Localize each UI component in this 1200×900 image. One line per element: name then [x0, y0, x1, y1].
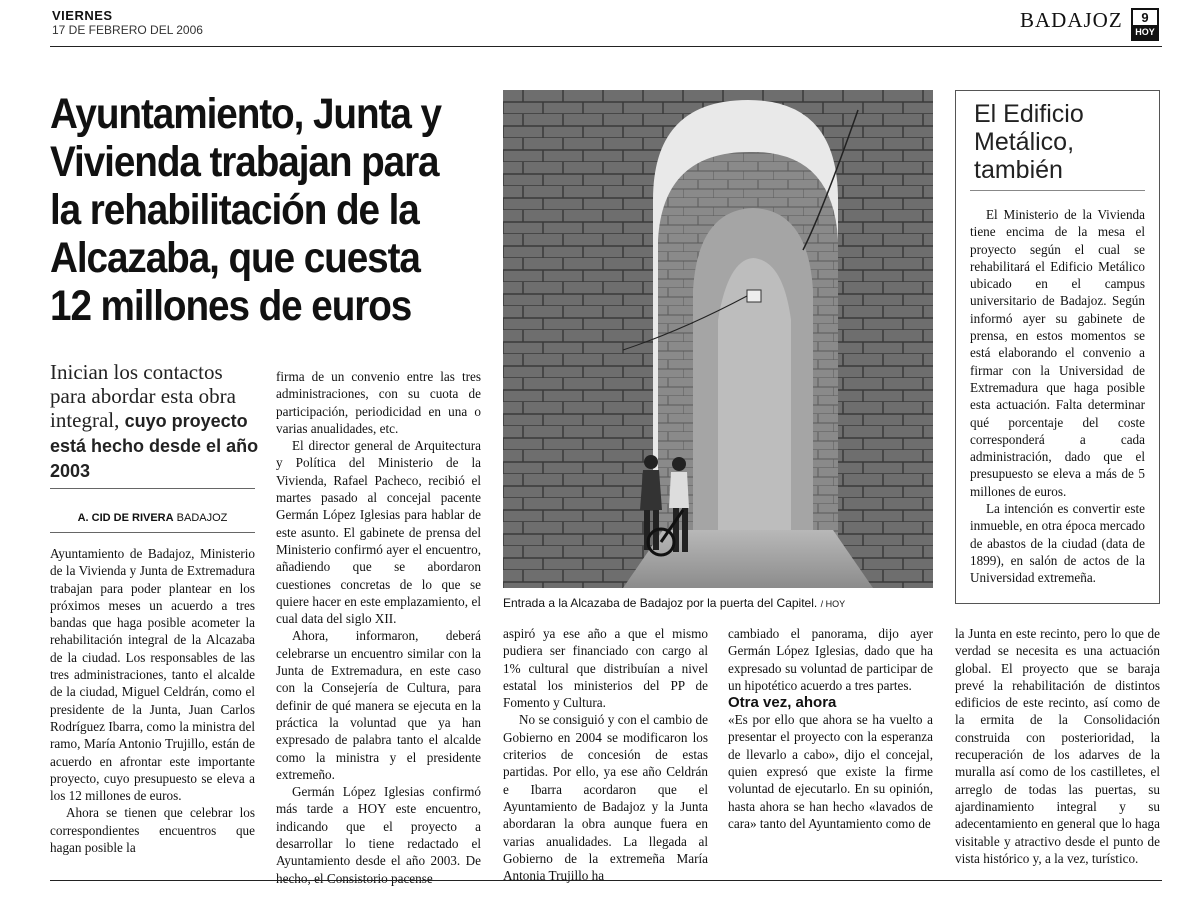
subhead-light: Inician los contactos para abordar esta obra integral,	[50, 360, 236, 432]
article-column-4	[728, 625, 933, 832]
paragraph: firma de un convenio entre las tres administraciones, con su cuota de participación, periodicidad en una o varias anualidades, etc.	[276, 369, 481, 436]
paragraph: Germán López Iglesias confirmó más tarde a HOY este encuentro, indicando que el proyecto a desarrollar lo tiene redactado el Ayuntamiento desde el año 2003. De hecho, el Consistorio pacense	[276, 784, 481, 886]
paragraph: la Junta en este recinto, pero lo que de verdad se necesita es una actuación global. El proyecto que se baraja prevé la rehabilitación de distintos edificios de este recinto, así como de la ermita de la Consolidación construida con posterioridad, la recuperación de los adarves de la muralla así como de los castilletes, el arreglo de todas las puertas, su ajardinamiento integral y su adecentamiento en general que lo haga visitable y atractivo desde el punto de vista histórico y, a la vez, turístico.	[955, 626, 1160, 866]
day-label: VIERNES	[52, 8, 113, 23]
paragraph: cambiado el panorama, dijo ayer Germán López Iglesias, dado que ha expresado su voluntad de participar de un hipotético acuerdo a tres partes.	[728, 626, 933, 693]
paragraph: El director general de Arquitectura y Política del Ministerio de la Vivienda, Rafael Pacheco, recibió el martes pasado al concejal pacente Germán López Iglesias para hablar de este asunto. El gabinete de prensa del Ministerio confirmó ayer el encuentro, añadiendo que se abordaron cuestiones concretas de lo que se quiere hacer en este emplazamiento, el cual data del siglo XII.	[276, 438, 481, 627]
paragraph: La intención es convertir este inmueble, en otra época mercado de abastos de la ciudad (data de 1899), en salón de actos de la Universidad extremeña.	[970, 501, 1145, 586]
article-column-1	[50, 545, 255, 856]
byline-author: A. CID DE RIVERA	[77, 512, 174, 524]
paragraph: El Ministerio de la Vivienda tiene encima de la mesa el proyecto según el cual se rehabilitará el Edificio Metálico ubicado en el campus universitario de Badajoz. Según informó ayer su gabinete de prensa, en estos momentos se está elaborando el convenio a firmar con la Universidad de Extremadura que haga posible esta actuación. Falta determinar qué porcentaje del coste corresponderá a cada administración, dado que el presupuesto se eleva a más de 5 millones de euros.	[970, 207, 1145, 499]
header-divider	[50, 46, 1162, 47]
byline-place: BADAJOZ	[176, 512, 228, 524]
section-subtitle: Otra vez, ahora	[728, 694, 837, 712]
byline-rule-bottom	[50, 532, 255, 533]
article-column-5	[955, 625, 1160, 867]
paragraph: «Es por ello que ahora se ha vuelto a presentar el proyecto con la esperanza de llevarlo a cabo», dijo el concejal, quien expresó que existe la firme voluntad de ejecutarlo. En su opinión, hasta ahora se han hecho «lavados de cara» tanto del Ayuntamiento como de	[728, 712, 933, 831]
paragraph: No se consiguió y con el cambio de Gobierno en 2004 se modificaron los criterios de concesión de estas partidas. Por ello, ya ese año Celdrán e Ibarra acordaron que el Ayuntamiento de Badajoz y la Junta abordaran la obra aunque fuera en varias anualidades. La llegada al Gobierno de la extremeña María Antonia Trujillo ha	[503, 712, 708, 884]
paragraph: Ahora, informaron, deberá celebrarse un encuentro similar con la Junta de Extremadura, en este caso con la Consejería de Cultura, para definir de qué manera se ejecuta en la práctica la voluntad que ya han expresado de palabra tanto el alcalde como la ministra y el presidente extremeño.	[276, 628, 481, 782]
subhead-bold: cuyo proyecto está hecho desde el año 2003	[50, 411, 259, 481]
date-label: 17 DE FEBRERO DEL 2006	[52, 23, 203, 37]
byline-rule-top	[50, 488, 255, 489]
sidebar-divider	[970, 190, 1145, 191]
headline: Ayuntamiento, Junta y Vivienda trabajan para la rehabilitación de la Alcazaba, que cuesta 12 millones de euros	[50, 90, 441, 330]
paragraph: Ahora se tienen que celebrar los correspondientes encuentros que hagan posible la	[50, 805, 255, 856]
brand-logo: HOY	[1133, 25, 1157, 39]
paragraph: aspiró ya ese año a que el mismo pudiera ser financiado con cargo al 1% cultural que distribuían a nivel estatal los ministerios del PP de Fomento y Cultura.	[503, 626, 708, 711]
photo-credit: / HOY	[820, 599, 846, 609]
article-column-3	[503, 625, 708, 884]
footer-divider	[50, 880, 1162, 881]
paragraph: Ayuntamiento de Badajoz, Ministerio de la Vivienda y Junta de Extremadura trabajan para poder plantear en los próximos meses un acuerdo a tres bandas que haga posible acometer la rehabilitación integral de la Alcazaba de la ciudad. Los responsables de las tres administraciones, tanto el alcalde de la ciudad, Miguel Celdrán, como el presidente de la Junta, Juan Carlos Rodríguez Ibarra, como la ministra del ramo, María Antonio Trujillo, están de acuerdo en afrontar este importante proyecto, cuyo presupuesto se eleva a los 12 millones de euros.	[50, 546, 255, 804]
page-number: 9	[1141, 10, 1149, 25]
caption-text: Entrada a la Alcazaba de Badajoz por la puerta del Capitel.	[503, 596, 818, 610]
photo-caption	[503, 596, 933, 610]
alcazaba-photo	[503, 90, 933, 588]
subhead	[50, 360, 260, 483]
article-column-2	[276, 368, 481, 887]
sidebar-title: El Edificio Metálico, también	[974, 100, 1084, 184]
section-title: BADAJOZ	[1020, 8, 1123, 32]
byline	[50, 512, 255, 524]
page-logo	[1131, 8, 1159, 41]
sidebar-text	[970, 206, 1145, 587]
